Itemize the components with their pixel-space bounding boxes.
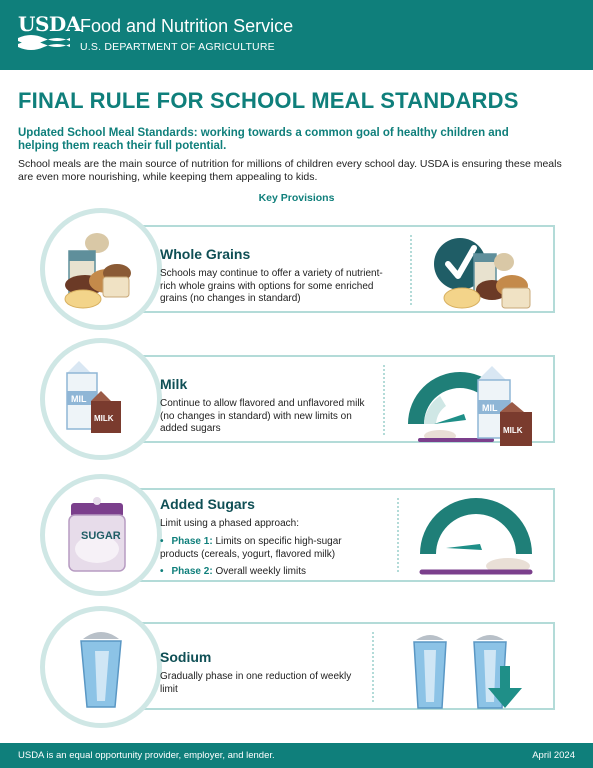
page-subtitle: Updated School Meal Standards: working towards a common goal of healthy children and helping them reach their full potential. bbox=[18, 127, 509, 152]
sodium-illustration bbox=[404, 626, 540, 714]
phase-label: Phase 1: bbox=[171, 536, 213, 547]
bullet-icon: • bbox=[160, 536, 164, 547]
svg-text:SUGAR: SUGAR bbox=[81, 530, 121, 542]
footer-banner bbox=[0, 743, 593, 768]
intro-paragraph: School meals are the main source of nutrition for millions of children every school day. USDA is ensuring these meals are even more nourishing, while keeping them appealing to kids. bbox=[18, 158, 562, 183]
page-title: FINAL RULE FOR SCHOOL MEAL STANDARDS bbox=[18, 88, 519, 113]
provision-text-milk: Continue to allow flavored and unflavored milk (no changes in standard) with new limits on added sugars bbox=[160, 398, 365, 434]
bullet-icon: • bbox=[160, 566, 164, 577]
svg-text:MIL: MIL bbox=[71, 394, 87, 404]
svg-text:MILK: MILK bbox=[503, 426, 523, 435]
provision-circle-added-sugars bbox=[40, 474, 162, 596]
department-name: U.S. DEPARTMENT OF AGRICULTURE bbox=[80, 41, 275, 53]
svg-text:MIL: MIL bbox=[482, 403, 498, 413]
added-sugars-illustration bbox=[412, 492, 548, 580]
key-provisions-heading: Key Provisions bbox=[258, 192, 335, 204]
card-divider bbox=[410, 235, 412, 305]
phase-item-2 bbox=[160, 566, 380, 579]
usda-logo bbox=[18, 12, 81, 54]
svg-text:MILK: MILK bbox=[94, 414, 114, 423]
card-divider bbox=[397, 498, 399, 572]
usda-logo-text: USDA bbox=[18, 12, 81, 36]
milk-illustration bbox=[400, 362, 550, 450]
footer-date: April 2024 bbox=[532, 750, 575, 761]
milk-carton-icon bbox=[45, 343, 157, 455]
provision-circle-whole-grains bbox=[40, 208, 162, 330]
provision-circle-sodium bbox=[40, 606, 162, 728]
provision-circle-milk bbox=[40, 338, 162, 460]
provision-heading-added-sugars: Added Sugars bbox=[160, 496, 255, 512]
card-divider bbox=[383, 365, 385, 435]
footer-disclaimer: USDA is an equal opportunity provider, employer, and lender. bbox=[18, 750, 275, 761]
whole-grains-illustration bbox=[432, 232, 542, 314]
usda-logo-icon bbox=[18, 34, 70, 52]
provision-heading-milk: Milk bbox=[160, 376, 188, 392]
phase-text: Limits on specific high-sugar products (cereals, yogurt, flavored milk) bbox=[160, 536, 342, 560]
agency-name: Food and Nutrition Service bbox=[80, 16, 294, 36]
phase-text: Overall weekly limits bbox=[215, 566, 307, 577]
phase-label: Phase 2: bbox=[171, 566, 213, 577]
header-banner bbox=[0, 0, 593, 70]
salt-shaker-icon bbox=[45, 611, 157, 723]
provision-text-whole-grains: Schools may continue to offer a variety of nutrient-rich whole grains with options for some enriched grains (no changes in standard) bbox=[160, 268, 383, 304]
provision-text-sodium: Gradually phase in one reduction of weekly limit bbox=[160, 671, 352, 695]
card-divider bbox=[372, 632, 374, 702]
provision-text-added-sugars: Limit using a phased approach: bbox=[160, 518, 299, 529]
provision-heading-sodium: Sodium bbox=[160, 649, 212, 665]
sugar-jar-icon bbox=[45, 479, 157, 591]
provision-heading-whole-grains: Whole Grains bbox=[160, 246, 251, 262]
grains-icon bbox=[45, 213, 157, 325]
phase-item-1 bbox=[160, 536, 380, 561]
